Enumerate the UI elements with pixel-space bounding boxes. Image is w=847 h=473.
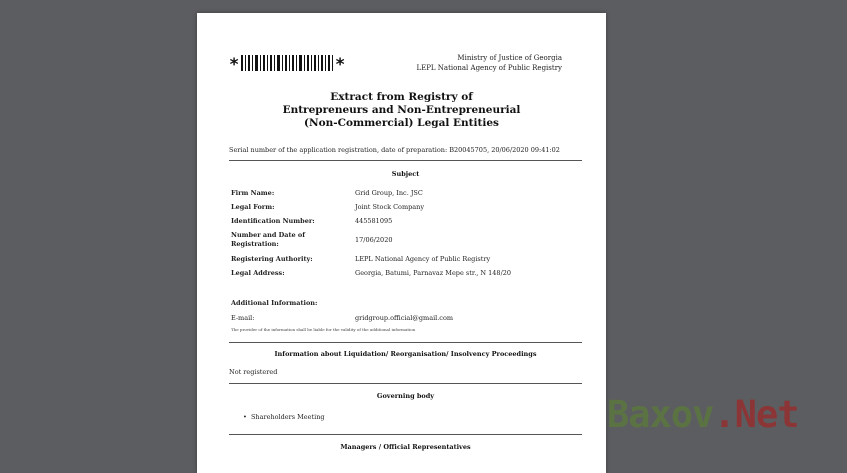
governing-body-item: • Shareholders Meeting — [243, 413, 325, 421]
document-title — [197, 91, 606, 130]
field-label: Identification Number: — [231, 217, 315, 225]
title-line: Extract from Registry of — [330, 91, 473, 103]
divider — [229, 383, 582, 384]
document-page: * * Ministry of Justice of Georgia LEPL National Agency of Public Registry Extract from Registry of Entrepreneurs and Non-Entrepreneurial (Non-Commercial) Legal Entities Serial number of the application registration, date of preparation: B20045705, 20/06/2020 09:41:02 Subject Firm Name: Grid Group, Inc. JSC Legal Form: Joint Stock Company Identification Number: 445581095 Number and Date of Registration: 17/06/2020 Registering Authority: LEPL National Agency of Public Registry Legal Address: Georgia, Batumi, Parnavaz Mepe str., N 148/20 Additional Information: E-mail: gridgroup.official@gmail.com The provider of the information shall be liable for the validity of the additional information Information about Liquidation/ Reorganisation/ Insolvency Proceedings Not registered Governing body • Shareholders Meeting Managers / Official Representatives — [197, 13, 606, 473]
issuing-authority — [342, 53, 562, 73]
liquidation-status: Not registered — [229, 368, 278, 376]
watermark-part1: Baxov — [607, 393, 714, 436]
ministry-name: Ministry of Justice of Georgia — [457, 54, 562, 62]
field-value: Joint Stock Company — [355, 203, 425, 211]
divider — [229, 434, 582, 435]
field-label: E-mail: — [231, 314, 255, 322]
title-line: Entrepreneurs and Non-Entrepreneurial — [282, 104, 521, 116]
field-label: Number and Date of Registration: — [231, 231, 306, 248]
watermark-logo — [607, 393, 799, 436]
field-label: Legal Address: — [231, 269, 285, 277]
managers-heading: Managers / Official Representatives — [340, 443, 471, 451]
field-value: Georgia, Batumi, Parnavaz Mepe str., N 148/20 — [355, 269, 512, 277]
field-value: Grid Group, Inc. JSC — [355, 189, 423, 197]
barcode-icon — [229, 53, 345, 73]
svg-text:*: * — [229, 55, 240, 73]
field-label: Firm Name: — [231, 189, 275, 197]
field-value: 445581095 — [355, 217, 393, 225]
field-label: Legal Form: — [231, 203, 275, 211]
field-value: 17/06/2020 — [355, 236, 393, 244]
field-label: Registering Authority: — [231, 255, 313, 263]
watermark-part2: .Net — [713, 393, 799, 436]
svg-text:*: * — [335, 55, 345, 73]
agency-name: LEPL National Agency of Public Registry — [416, 64, 562, 72]
divider — [229, 160, 582, 161]
title-line: (Non-Commercial) Legal Entities — [304, 117, 499, 129]
governing-body-heading: Governing body — [376, 392, 435, 400]
subject-heading: Subject — [391, 170, 420, 178]
bullet-icon: • — [243, 413, 247, 421]
divider — [229, 342, 582, 343]
field-value: LEPL National Agency of Public Registry — [355, 255, 491, 263]
liquidation-heading: Information about Liquidation/ Reorganisation/ Insolvency Proceedings — [274, 350, 537, 358]
additional-info-note: The provider of the information shall be liable for the validity of the additional information — [231, 327, 416, 332]
email-value: gridgroup.official@gmail.com — [355, 314, 454, 322]
serial-number-line: Serial number of the application registration, date of preparation: B20045705, 20/06/2020 09:41:02 — [229, 146, 560, 154]
